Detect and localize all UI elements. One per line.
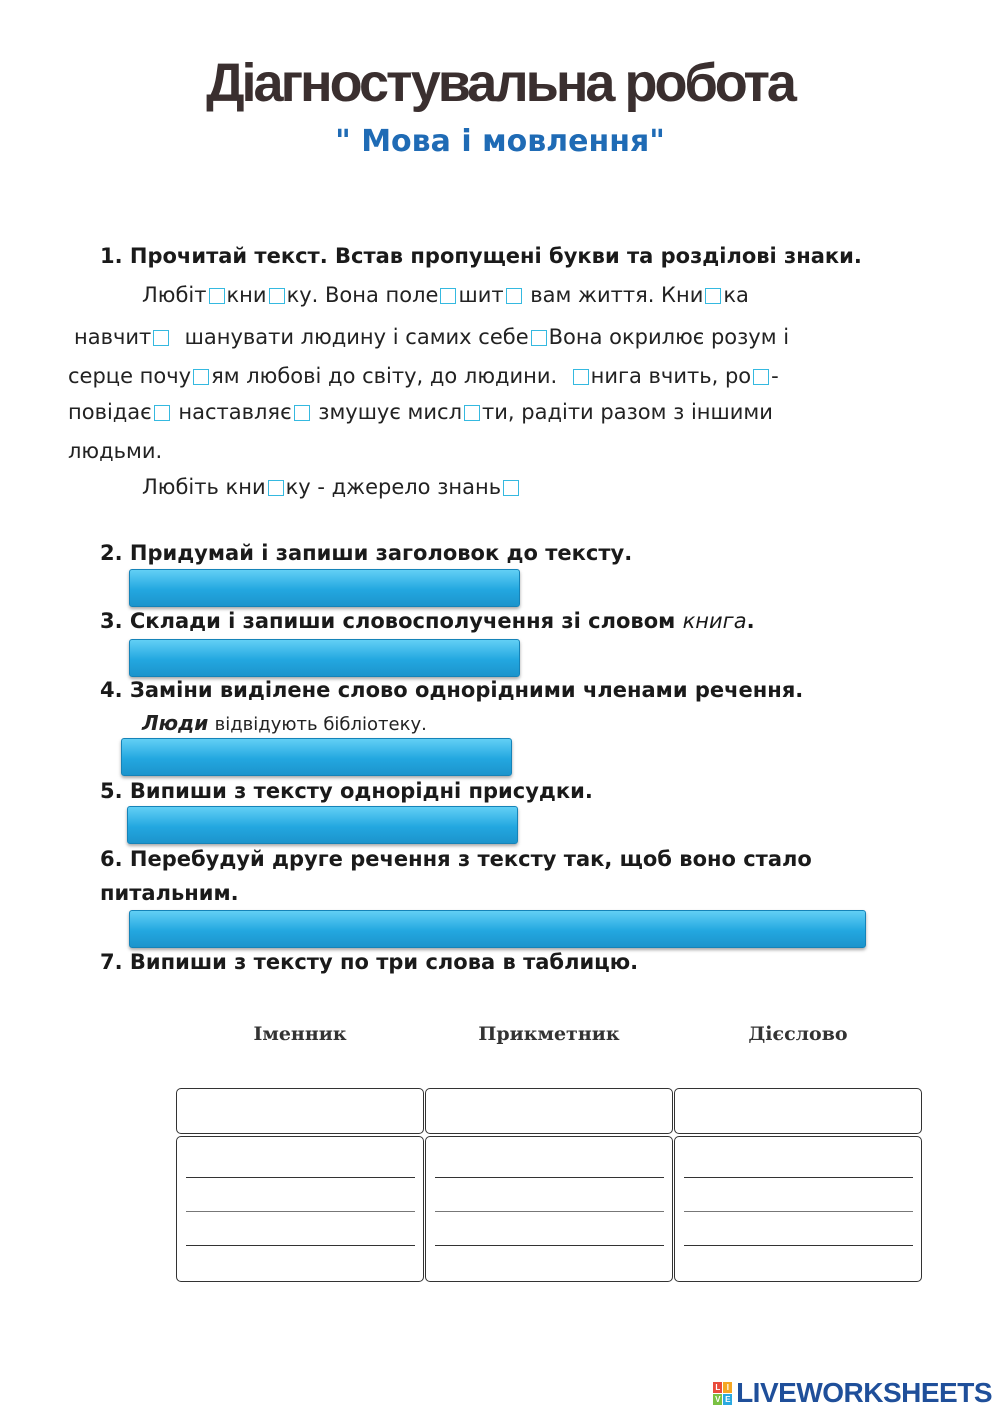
table-words-cell-adjective[interactable] — [425, 1136, 673, 1282]
task1-line-2 — [74, 325, 789, 349]
task2-heading: 2. Придумай і запиши заголовок до тексту. — [100, 541, 633, 565]
text-fragment: наставляє — [178, 400, 292, 424]
task7-heading: 7. Випиши з тексту по три слова в таблицю. — [100, 950, 639, 974]
letter-box[interactable] — [269, 288, 285, 304]
writing-line — [186, 1177, 415, 1178]
letter-box[interactable] — [268, 480, 284, 496]
letter-box[interactable] — [153, 330, 169, 346]
logo-tile: V — [713, 1394, 722, 1405]
letter-box[interactable] — [506, 288, 522, 304]
text-fragment: повідає — [68, 400, 152, 424]
text-fragment: ти, радіти разом з іншими — [482, 400, 773, 424]
task4-example-rest: відвідують бібліотеку. — [214, 714, 427, 735]
letter-box[interactable] — [154, 405, 170, 421]
writing-line — [684, 1211, 913, 1212]
task1-line-6 — [142, 475, 521, 499]
task4-highlighted-word: Люди — [142, 711, 209, 735]
column-header-verb: Дієслово — [748, 1023, 848, 1045]
task6-heading-line-1: 6. Перебудуй друге речення з тексту так, щоб воно стало — [100, 847, 812, 871]
text-fragment: серце почу — [68, 364, 192, 388]
task3-heading-text: 3. Склади і запиши словосполучення зі словом — [100, 609, 676, 633]
column-header-adjective: Прикметник — [478, 1023, 620, 1045]
task3-heading — [100, 609, 755, 633]
task4-answer-field[interactable] — [121, 738, 512, 776]
writing-line — [435, 1211, 664, 1212]
table-words-cell-verb[interactable] — [674, 1136, 922, 1282]
table-top-cell-noun[interactable] — [176, 1088, 424, 1134]
page-title: Діагностувальна робота — [206, 53, 794, 113]
task3-heading-end: . — [746, 609, 755, 633]
page-subtitle: " Мова і мовлення" — [335, 124, 665, 159]
text-fragment: Вона окрилює розум і — [548, 325, 790, 349]
table-top-cell-adjective[interactable] — [425, 1088, 673, 1134]
text-fragment: навчит — [74, 325, 152, 349]
text-fragment: нига вчить, ро — [590, 364, 752, 388]
table-top-cell-verb[interactable] — [674, 1088, 922, 1134]
letter-box[interactable] — [294, 405, 310, 421]
letter-box[interactable] — [193, 369, 209, 385]
task1-line-1 — [142, 283, 749, 307]
task1-line-4 — [68, 400, 773, 424]
writing-line — [684, 1245, 913, 1246]
task1-line-3 — [68, 364, 779, 388]
letter-box[interactable] — [464, 405, 480, 421]
task6-heading-line-2: питальним. — [100, 881, 239, 905]
task1-line-5: людьми. — [68, 439, 163, 463]
logo-tile: L — [713, 1382, 722, 1393]
letter-box[interactable] — [573, 369, 589, 385]
task5-answer-field[interactable] — [127, 806, 518, 844]
text-fragment: вам життя. Кни — [530, 283, 704, 307]
text-fragment: ям любові до світу, до людини. — [211, 364, 558, 388]
task4-example — [142, 711, 427, 735]
letter-box[interactable] — [503, 480, 519, 496]
task5-heading: 5. Випиши з тексту однорідні присудки. — [100, 779, 593, 803]
column-header-noun: Іменник — [253, 1023, 347, 1045]
text-fragment: - — [771, 364, 779, 388]
writing-line — [435, 1177, 664, 1178]
letter-box[interactable] — [440, 288, 456, 304]
task1-heading: 1. Прочитай текст. Встав пропущені букви та розділові знаки. — [100, 244, 862, 268]
task2-answer-field[interactable] — [129, 569, 520, 607]
text-fragment: шанувати людину і самих себе — [184, 325, 529, 349]
text-fragment: Любіт — [142, 283, 207, 307]
logo-tile: I — [723, 1382, 732, 1393]
text-fragment: шит — [458, 283, 504, 307]
text-fragment: ку. Вона поле — [286, 283, 439, 307]
task3-answer-field[interactable] — [129, 639, 520, 677]
text-fragment: ка — [723, 283, 749, 307]
letter-box[interactable] — [705, 288, 721, 304]
letter-box[interactable] — [753, 369, 769, 385]
text-fragment: змушує мисл — [318, 400, 463, 424]
logo-icon — [713, 1382, 732, 1405]
task3-word: книга — [682, 609, 747, 633]
liveworksheets-logo — [713, 1377, 992, 1409]
logo-text: LIVEWORKSHEETS — [736, 1377, 992, 1408]
writing-line — [684, 1177, 913, 1178]
text-fragment: ку - джерело знань — [285, 475, 502, 499]
table-words-cell-noun[interactable] — [176, 1136, 424, 1282]
writing-line — [186, 1211, 415, 1212]
writing-line — [435, 1245, 664, 1246]
text-fragment: Любіть кни — [142, 475, 266, 499]
task6-answer-field[interactable] — [129, 910, 866, 948]
task4-heading: 4. Заміни виділене слово однорідними членами речення. — [100, 678, 804, 702]
letter-box[interactable] — [531, 330, 547, 346]
writing-line — [186, 1245, 415, 1246]
logo-tile: E — [723, 1394, 732, 1405]
text-fragment: кни — [226, 283, 267, 307]
letter-box[interactable] — [209, 288, 225, 304]
